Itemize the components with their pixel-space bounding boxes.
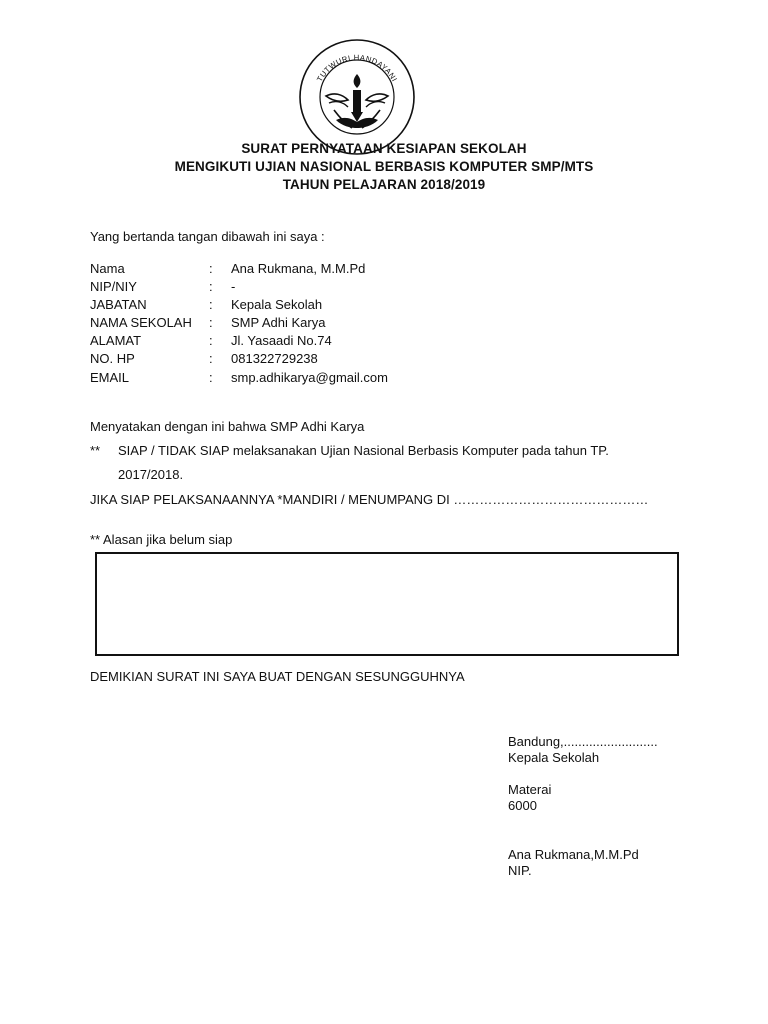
field-label: JABATAN [90, 297, 147, 312]
field-label: ALAMAT [90, 333, 142, 348]
title-line-3: TAHUN PELAJARAN 2018/2019 [282, 177, 486, 192]
signature-role: Kepala Sekolah [508, 750, 600, 765]
field-value: Ana Rukmana, M.M.Pd [231, 261, 366, 276]
field-label: NAMA SEKOLAH [90, 315, 192, 330]
signature-name: Ana Rukmana,M.M.Pd [508, 847, 639, 862]
field-value: SMP Adhi Karya [231, 315, 326, 330]
field-separator: : [209, 351, 213, 366]
ready-line-2: 2017/2018. [118, 467, 184, 482]
reason-box[interactable] [95, 552, 679, 656]
reason-label: ** Alasan jika belum siap [90, 532, 233, 547]
ready-line-1: SIAP / TIDAK SIAP melaksanakan Ujian Nasional Berbasis Komputer pada tahun TP. [118, 443, 609, 458]
signature-nip: NIP. [508, 863, 532, 878]
implementation-line: JIKA SIAP PELAKSANAANNYA *MANDIRI / MENUMPANG DI ……………………………………… [90, 492, 649, 507]
field-separator: : [209, 370, 213, 385]
intro-text: Yang bertanda tangan dibawah ini saya : [90, 229, 325, 244]
stamp-value: 6000 [508, 798, 537, 813]
stamp-label: Materai [508, 782, 552, 797]
title-line-2: MENGIKUTI UJIAN NASIONAL BERBASIS KOMPUTER SMP/MTS [174, 159, 594, 174]
field-separator: : [209, 333, 213, 348]
field-label: NIP/NIY [90, 279, 137, 294]
field-separator: : [209, 297, 213, 312]
field-value: - [231, 279, 236, 294]
field-value: Jl. Yasaadi No.74 [231, 333, 332, 348]
title-line-1: SURAT PERNYATAAN KESIAPAN SEKOLAH [241, 141, 527, 156]
logo-motto: TUTWURI HANDAYANI [314, 52, 400, 84]
field-value: 081322729238 [231, 351, 318, 366]
field-value: Kepala Sekolah [231, 297, 323, 312]
statement-text: Menyatakan dengan ini bahwa SMP Adhi Karya [90, 419, 365, 434]
field-separator: : [209, 279, 213, 294]
tutwuri-handayani-emblem-icon [296, 36, 418, 158]
signature-place-date: Bandung,.......................... [508, 734, 658, 749]
closing-text: DEMIKIAN SURAT INI SAYA BUAT DENGAN SESUNGGUHNYA [90, 669, 465, 684]
field-label: NO. HP [90, 351, 135, 366]
field-value: smp.adhikarya@gmail.com [231, 370, 388, 385]
field-label: Nama [90, 261, 125, 276]
field-label: EMAIL [90, 370, 130, 385]
field-separator: : [209, 261, 213, 276]
field-separator: : [209, 315, 213, 330]
ready-marker: ** [90, 443, 101, 458]
